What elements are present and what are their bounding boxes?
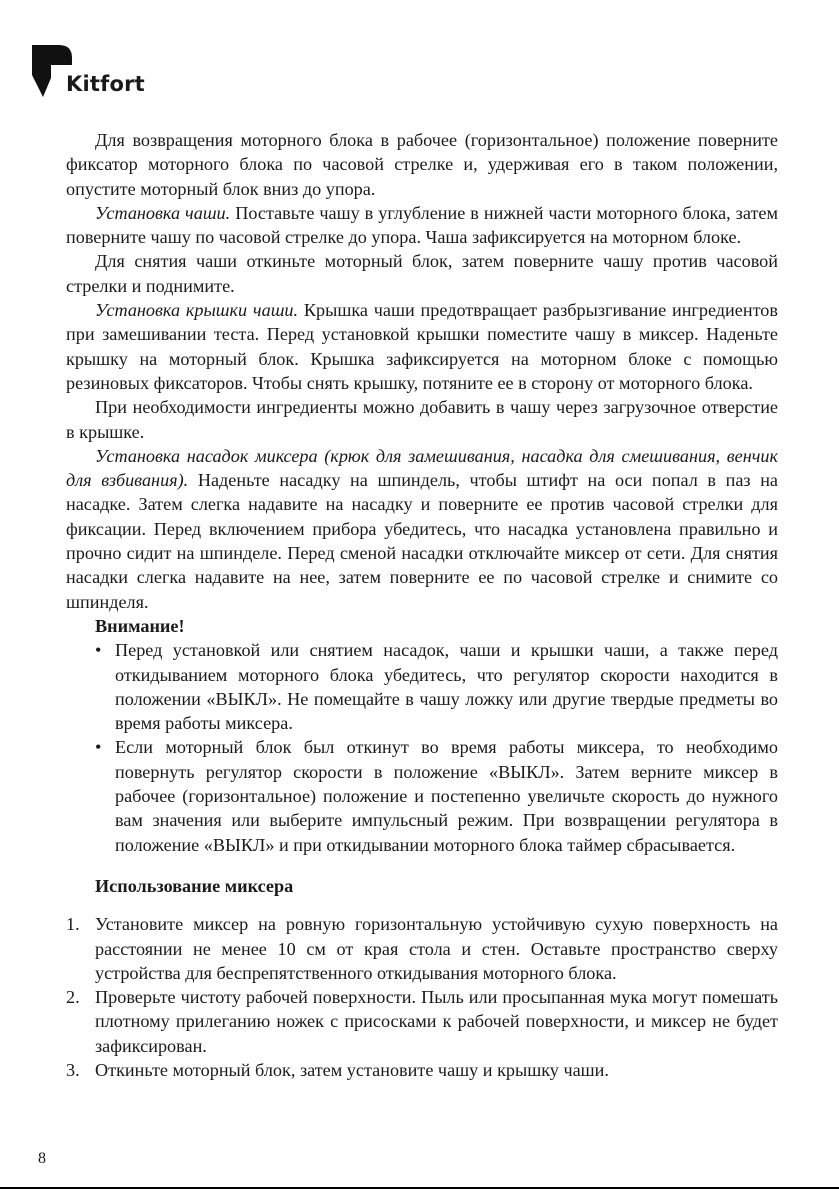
lid-install-text: Крышка чаши предотвращает разбрызгивание ингредиентов при замешивании теста. Перед установкой крышки поместите чашу в миксер. Наденьте крышку на моторный блок. Крышка зафиксируется на моторном блоке с помощью резиновых фиксаторов. Чтобы снять крышку, потяните ее в сторону от моторного блока. xyxy=(66,300,778,393)
paragraph-motor-return: Для возвращения моторного блока в рабочее (горизонтальное) положение поверните фиксатор моторного блока по часовой стрелке и, удерживая его в таком положении, опустите моторный блок вниз до упора. xyxy=(66,130,778,199)
warning-item: • Перед установкой или снятием насадок, чаши и крышки чаши, а также перед откидыванием моторного блока убедитесь, что регулятор скорости находится в положении «ВЫКЛ». Не помещайте в чашу ложку или другие твердые предметы во время работы миксера. xyxy=(115,638,778,735)
usage-step xyxy=(66,912,778,985)
page-content xyxy=(66,128,778,1082)
bowl-install-heading: Установка чаши. xyxy=(95,202,231,223)
step-number: 3. xyxy=(66,1059,80,1080)
paragraph-lid-install xyxy=(66,298,778,395)
brand-name: Kitfort xyxy=(66,72,145,96)
bowl-install-text: Поставьте чашу в углубление в нижней части моторного блока, затем поверните чашу по часовой стрелке до упора. Чаша зафиксируется на моторном блоке. xyxy=(66,202,778,248)
page-number: 8 xyxy=(38,1150,46,1167)
step-text: Установите миксер на ровную горизонтальную устойчивую сухую поверхность на расстоянии не менее 10 см от края стола и стен. Оставьте пространство сверху устройства для беспрепятственного откидывания моторного блока. xyxy=(95,914,778,983)
usage-step xyxy=(66,1058,778,1082)
paragraph-bowl-remove: Для снятия чаши откиньте моторный блок, затем поверните чашу против часовой стрелки и поднимите. xyxy=(66,251,778,296)
step-text: Откиньте моторный блок, затем установите чашу и крышку чаши. xyxy=(95,1059,609,1080)
usage-steps-list xyxy=(66,912,778,1082)
warning-title: Внимание! xyxy=(95,615,185,636)
paragraph-ingredients: При необходимости ингредиенты можно добавить в чашу через загрузочное отверстие в крышке. xyxy=(66,397,778,442)
attachments-heading: Установка насадок миксера (крюк для замешивания, насадка для смешивания, венчик для взбивания). xyxy=(66,445,778,491)
paragraph-attachments xyxy=(66,444,778,614)
attachments-text: Наденьте насадку на шпиндель, чтобы штифт на оси попал в паз на насадке. Затем слегка надавите на насадку и поверните ее против часовой стрелки для фиксации. Перед включением прибора убедитесь, что насадка установлена правильно и прочно сидит на шпинделе. Перед сменой насадки отключайте миксер от сети. Для снятия насадки слегка надавите на нее, затем поверните ее по часовой стрелке и снимите со шпинделя. xyxy=(66,470,778,612)
usage-step xyxy=(66,985,778,1058)
usage-section-title: Использование миксера xyxy=(95,875,294,896)
warning-list xyxy=(66,638,778,857)
warning-item: • Если моторный блок был откинут во время работы миксера, то необходимо повернуть регулятор скорости в положение «ВЫКЛ». Затем верните миксер в рабочее (горизонтальное) положение и постепенно увеличьте скорость до нужного вам значения или выберите импульсный режим. При возвращении регулятора в положение «ВЫКЛ» и при откидывании моторного блока таймер сбрасывается. xyxy=(115,735,778,856)
step-number: 2. xyxy=(66,987,80,1008)
step-number: 1. xyxy=(66,914,80,935)
paragraph-bowl-install xyxy=(66,201,778,250)
lid-install-heading: Установка крышки чаши. xyxy=(95,300,299,321)
step-text: Проверьте чистоту рабочей поверхности. Пыль или просыпанная мука могут помешать плотному прилеганию ножек с присосками к рабочей поверхности, и миксер не будет зафиксирован. xyxy=(95,987,778,1056)
